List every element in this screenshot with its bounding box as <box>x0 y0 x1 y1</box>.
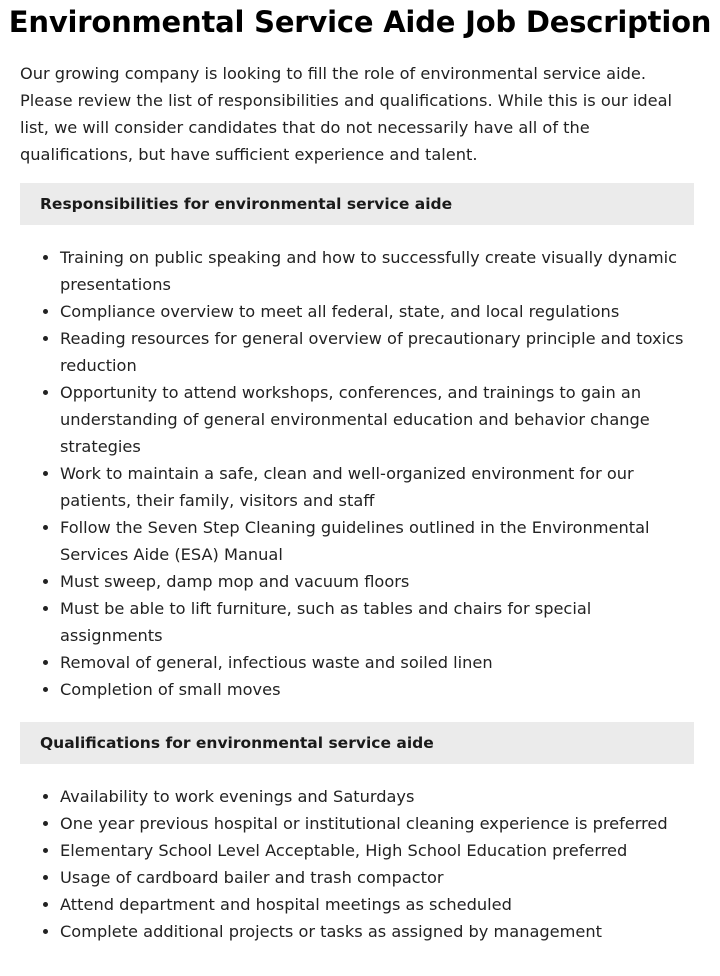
bullet-icon <box>43 525 48 530</box>
bullet-icon <box>43 929 48 934</box>
bullet-icon <box>43 309 48 314</box>
list-item-text: Opportunity to attend workshops, conferences, and trainings to gain an understanding of general environmental education and behavior change strategies <box>60 383 650 456</box>
bullet-icon <box>43 821 48 826</box>
list-item <box>20 649 694 676</box>
list-item-text: Follow the Seven Step Cleaning guidelines outlined in the Environmental Services Aide (ESA) Manual <box>60 518 650 564</box>
list-item-text: Reading resources for general overview of precautionary principle and toxics reduction <box>60 329 684 375</box>
list-item <box>20 918 694 945</box>
bullet-icon <box>43 848 48 853</box>
list-item-text: Training on public speaking and how to successfully create visually dynamic presentations <box>60 248 677 294</box>
bullet-icon <box>43 687 48 692</box>
list-item-text: Completion of small moves <box>60 680 281 699</box>
list-item <box>20 379 694 460</box>
list-item <box>20 595 694 649</box>
bullet-icon <box>43 390 48 395</box>
list-item-text: Removal of general, infectious waste and soiled linen <box>60 653 493 672</box>
list-item <box>20 460 694 514</box>
qualifications-heading: Qualifications for environmental service aide <box>20 722 694 764</box>
responsibilities-list <box>20 244 694 703</box>
bullet-icon <box>43 336 48 341</box>
list-item-text: Must be able to lift furniture, such as tables and chairs for special assignments <box>60 599 592 645</box>
bullet-icon <box>43 255 48 260</box>
list-item <box>20 810 694 837</box>
list-item-text: Work to maintain a safe, clean and well-organized environment for our patients, their family, visitors and staff <box>60 464 634 510</box>
bullet-icon <box>43 471 48 476</box>
qualifications-list <box>20 783 694 945</box>
list-item <box>20 298 694 325</box>
list-item <box>20 244 694 298</box>
list-item-text: Complete additional projects or tasks as assigned by management <box>60 922 602 941</box>
list-item-text: Compliance overview to meet all federal, state, and local regulations <box>60 302 620 321</box>
list-item-text: Availability to work evenings and Saturdays <box>60 787 415 806</box>
list-item <box>20 864 694 891</box>
list-item-text: One year previous hospital or institutional cleaning experience is preferred <box>60 814 668 833</box>
intro-paragraph: Our growing company is looking to fill the role of environmental service aide. Please review the list of responsibilities and qualifications. While this is our ideal list, we will consider candidates that do not necessarily have all of the qualifications, but have sufficient experience and talent. <box>20 64 672 164</box>
bullet-icon <box>43 875 48 880</box>
list-item-text: Usage of cardboard bailer and trash compactor <box>60 868 444 887</box>
list-item-text: Attend department and hospital meetings as scheduled <box>60 895 512 914</box>
page-title: Environmental Service Aide Job Description <box>8 5 712 39</box>
bullet-icon <box>43 606 48 611</box>
list-item <box>20 837 694 864</box>
bullet-icon <box>43 794 48 799</box>
list-item <box>20 514 694 568</box>
list-item <box>20 676 694 703</box>
list-item-text: Must sweep, damp mop and vacuum floors <box>60 572 410 591</box>
list-item-text: Elementary School Level Acceptable, High School Education preferred <box>60 841 628 860</box>
list-item <box>20 568 694 595</box>
list-item <box>20 891 694 918</box>
bullet-icon <box>43 579 48 584</box>
bullet-icon <box>43 902 48 907</box>
list-item <box>20 325 694 379</box>
bullet-icon <box>43 660 48 665</box>
list-item <box>20 783 694 810</box>
responsibilities-heading: Responsibilities for environmental service aide <box>20 183 694 225</box>
